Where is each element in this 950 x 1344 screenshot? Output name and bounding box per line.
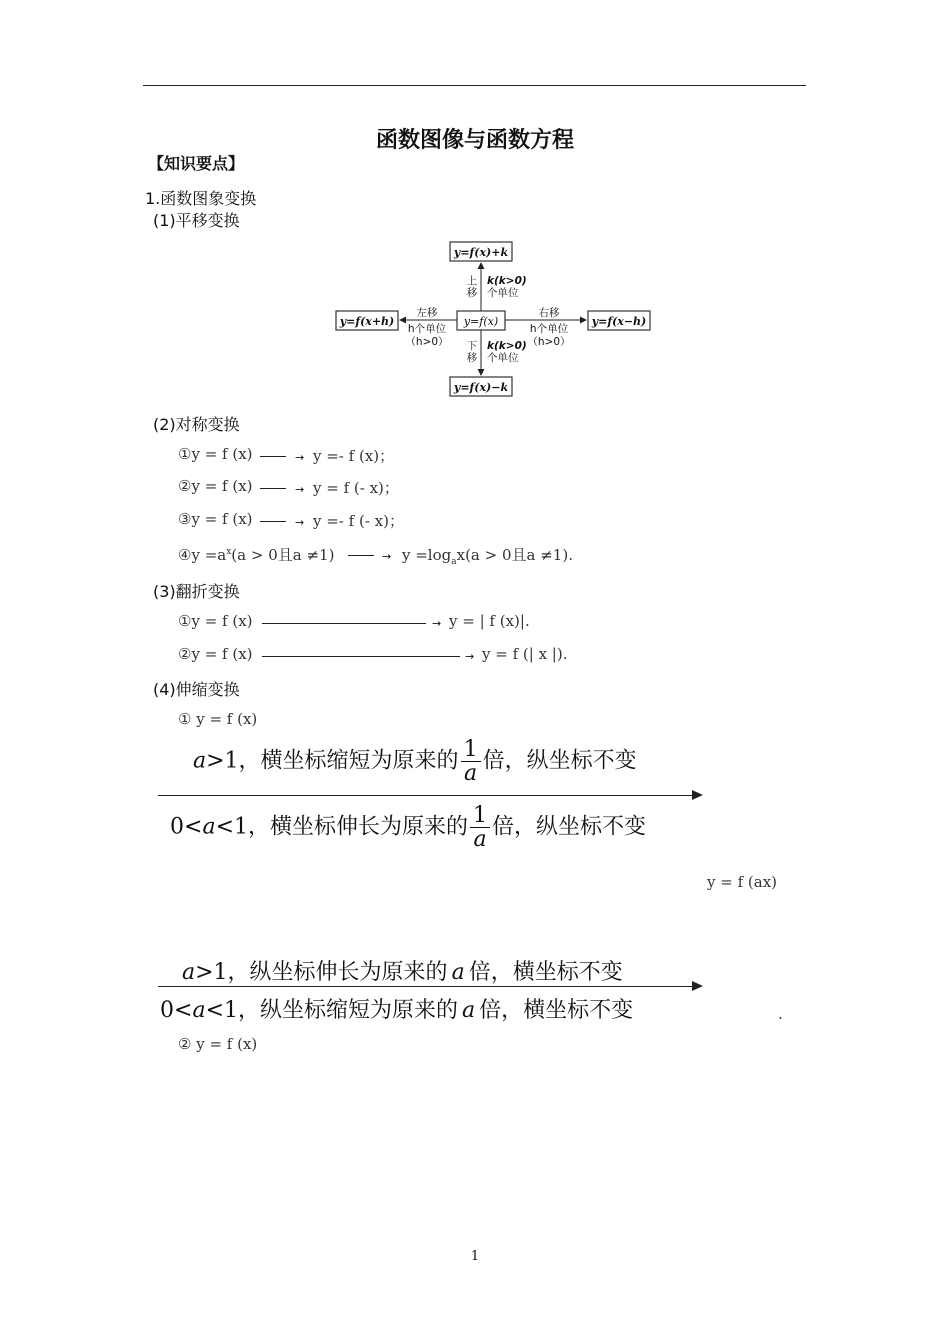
stretch-lhs-2: ② y = f (x) bbox=[178, 1035, 258, 1053]
stretch1-bottom-condition: 0<a<1，横坐标伸长为原来的 $\frac{1}{a}$ 倍，纵坐标不变 bbox=[170, 803, 647, 853]
sym-arrow-line bbox=[260, 521, 286, 522]
sym-lhs: y = f (x) bbox=[191, 510, 253, 528]
down-cond-2: 个单位 bbox=[487, 352, 519, 364]
fold-rhs-1: y = | f (x)|. bbox=[449, 612, 530, 630]
sym-row-4: ④y $=a^x(a > 0$且a ≠1) bbox=[178, 546, 335, 564]
top-func: y=f(x)+k bbox=[453, 246, 509, 259]
translation-diagram bbox=[330, 238, 660, 402]
fold-row-1: ①y = f (x) bbox=[178, 612, 253, 630]
stretch1-rhs: y = f (ax) bbox=[707, 873, 778, 891]
sym-row-3 bbox=[178, 510, 253, 528]
stretch2-arrow-head bbox=[692, 981, 703, 991]
left-label-2: h个单位 bbox=[407, 323, 447, 335]
right-label-3: （h>0） bbox=[527, 336, 571, 348]
right-label-1: 右移 bbox=[538, 307, 560, 319]
down-cond-1: k(k>0) bbox=[487, 340, 527, 352]
sym-arrow-line bbox=[260, 488, 286, 489]
sym-arrow-line bbox=[260, 456, 286, 457]
fold-rhs-2: y = f (| x |). bbox=[482, 645, 568, 663]
fold-row-2: ②y = f (x) bbox=[178, 645, 253, 663]
down-label-2: 移 bbox=[466, 352, 478, 364]
sym-lhs: y = f (x) bbox=[191, 477, 253, 495]
fold-arrow-head: → bbox=[432, 617, 442, 630]
bottom-func: y=f(x)−k bbox=[453, 381, 509, 394]
up-label-2: 移 bbox=[466, 287, 478, 299]
sym-num: ② bbox=[178, 477, 192, 495]
up-cond-2: 个单位 bbox=[487, 287, 519, 299]
sym-rhs-2: y = f (- x)； bbox=[313, 479, 399, 497]
stretch1-top-condition: a>1，横坐标缩短为原来的 $\frac{1}{a}$ 倍，纵坐标不变 bbox=[193, 737, 637, 787]
page-title: 函数图像与函数方程 bbox=[375, 128, 574, 153]
fold-arrow-head: → bbox=[465, 650, 475, 663]
fold-arrow-line bbox=[262, 623, 426, 624]
stretch1-arrow-line bbox=[158, 795, 694, 796]
fraction: $\frac{1}{a}$ bbox=[470, 804, 490, 851]
up-label-1: 上 bbox=[466, 275, 478, 287]
stretch-lhs-1: ① y = f (x) bbox=[178, 710, 258, 728]
knowledge-header: 【知识要点】 bbox=[148, 154, 245, 173]
left-label-3: （h>0） bbox=[405, 336, 449, 348]
subsection-symmetry: (2)对称变换 bbox=[153, 415, 240, 434]
sym-arrow-head: → bbox=[295, 483, 305, 496]
sym-num: ③ bbox=[178, 510, 192, 528]
sym-lhs: y = f (x) bbox=[191, 445, 253, 463]
right-label-2: h个单位 bbox=[529, 323, 569, 335]
sym-rhs-4: $y =\log_ax(a > 0$且a ≠1). bbox=[402, 546, 573, 567]
sym-arrow-head: → bbox=[382, 550, 392, 563]
down-label-1: 下 bbox=[466, 340, 478, 352]
center-func: y=f(x) bbox=[463, 315, 499, 328]
right-func: y=f(x−h) bbox=[591, 315, 647, 328]
stretch2-bottom-condition: 0<a<1，纵坐标缩短为原来的 a 倍，横坐标不变 bbox=[160, 998, 634, 1023]
sym-num: ④ bbox=[178, 546, 192, 564]
subsection-stretch: (4)伸缩变换 bbox=[153, 680, 240, 699]
sym-arrow-head: → bbox=[295, 516, 305, 529]
subsection-fold: (3)翻折变换 bbox=[153, 582, 240, 601]
section-heading-1: 1.函数图象变换 bbox=[145, 189, 257, 208]
sym-num: ① bbox=[178, 445, 192, 463]
sym-row-1 bbox=[178, 445, 253, 463]
page-number: 1 bbox=[470, 1249, 480, 1264]
sym-row-2 bbox=[178, 477, 253, 495]
left-func: y=f(x+h) bbox=[339, 315, 395, 328]
stretch1-arrow-head bbox=[692, 790, 703, 800]
sym-rhs-1: y =- f (x)； bbox=[313, 447, 395, 465]
left-label-1: 左移 bbox=[416, 307, 438, 319]
subsection-translation: (1)平移变换 bbox=[153, 211, 240, 230]
up-cond-1: k(k>0) bbox=[487, 275, 527, 287]
fold-arrow-line bbox=[262, 656, 460, 657]
stretch2-top-condition: a>1，纵坐标伸长为原来的 a 倍，横坐标不变 bbox=[182, 960, 623, 985]
fraction: $\frac{1}{a}$ bbox=[461, 738, 481, 785]
sym-rhs-3: y =- f (- x)； bbox=[313, 512, 404, 530]
sym-arrow-line bbox=[348, 555, 374, 556]
header-rule bbox=[143, 85, 806, 86]
sym-arrow-head: → bbox=[295, 451, 305, 464]
stretch2-arrow-line bbox=[158, 986, 694, 987]
stretch2-trailing-dot: . bbox=[778, 1005, 783, 1023]
